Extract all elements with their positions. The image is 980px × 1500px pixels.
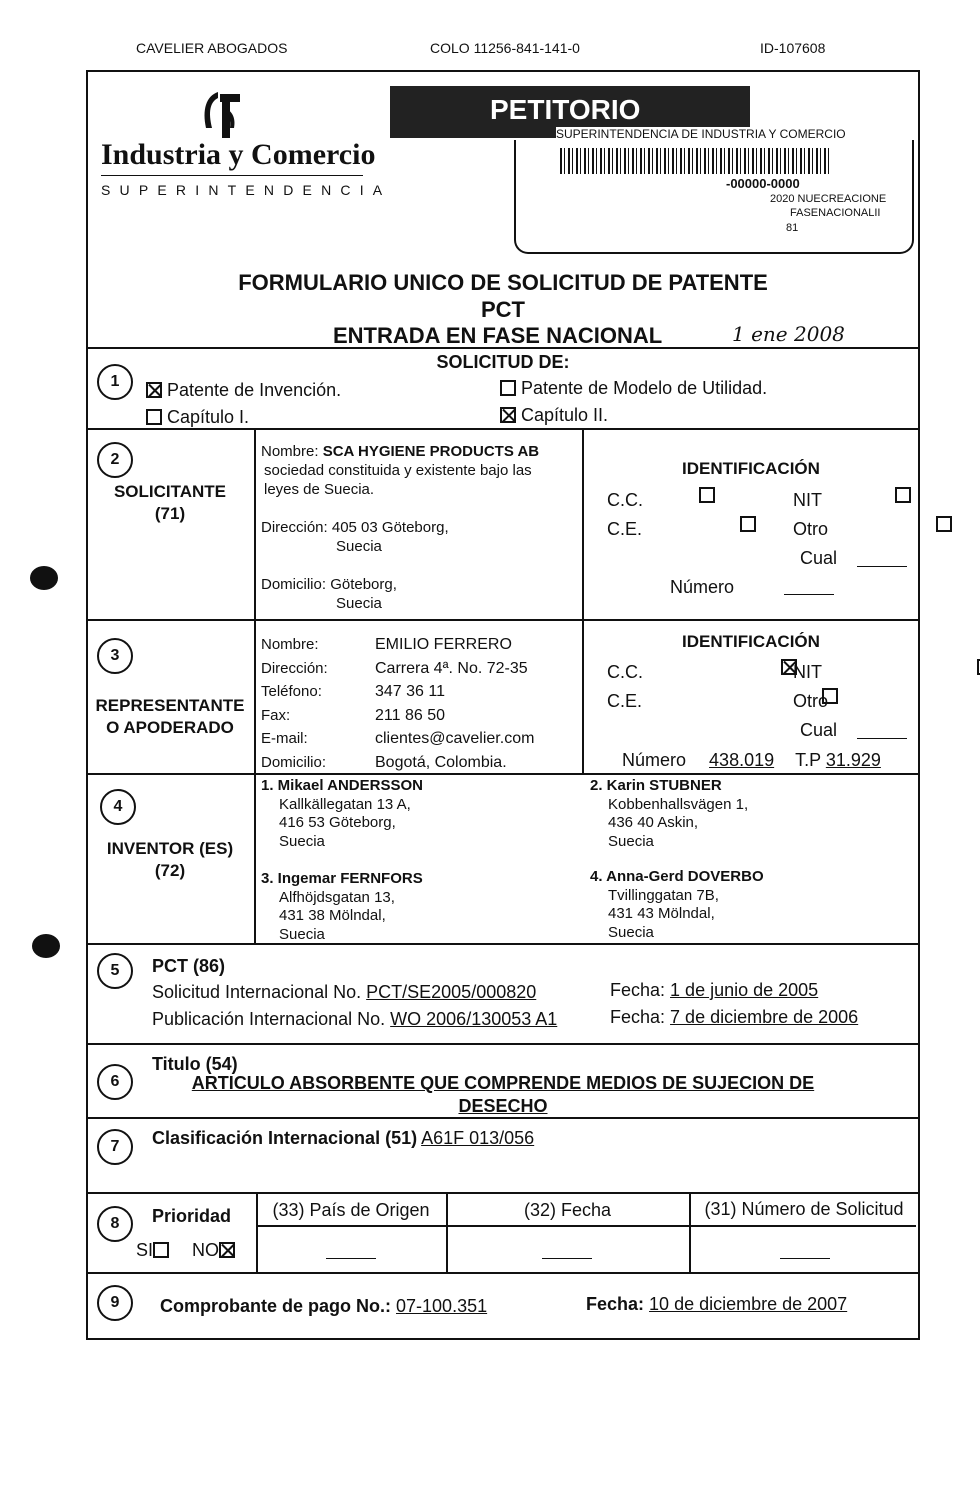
solicitante-nombre: SCA HYGIENE PRODUCTS AB bbox=[322, 443, 540, 460]
section-number: 8 bbox=[97, 1206, 133, 1242]
option-label: NO bbox=[192, 1240, 219, 1260]
identificacion-title: IDENTIFICACIÓN bbox=[682, 632, 820, 651]
titulo-line1: ARTICULO ABSORBENTE QUE COMPRENDE MEDIOS DE SUJECION DE bbox=[191, 1073, 815, 1093]
representante-labels bbox=[261, 633, 328, 774]
field-label: Solicitud Internacional No. bbox=[152, 982, 362, 1002]
priority-table-header-line bbox=[256, 1225, 916, 1227]
prioridad-no[interactable] bbox=[192, 1240, 235, 1261]
otro-checkbox[interactable] bbox=[936, 516, 952, 532]
inventor-label: INVENTOR (ES) bbox=[106, 839, 234, 858]
prioridad-si[interactable] bbox=[136, 1240, 169, 1261]
divider bbox=[86, 619, 920, 621]
clasificacion-row bbox=[152, 1128, 534, 1149]
fecha-blank[interactable] bbox=[542, 1248, 592, 1259]
field-label: Domicilio: bbox=[261, 753, 327, 771]
representante-label: REPRESENTANTE bbox=[95, 696, 245, 715]
fecha-value: 7 de diciembre de 2006 bbox=[670, 1007, 859, 1027]
solicitud-number: PCT/SE2005/000820 bbox=[366, 982, 537, 1002]
petitorio-banner: PETITORIO bbox=[390, 86, 750, 138]
option-label: Capítulo I. bbox=[167, 407, 250, 427]
representante-values bbox=[375, 633, 534, 774]
col-fecha: (32) Fecha bbox=[523, 1200, 612, 1220]
representante-nombre: EMILIO FERRERO bbox=[375, 636, 512, 653]
field-label: Publicación Internacional No. bbox=[152, 1009, 386, 1029]
numero-blank[interactable] bbox=[784, 584, 834, 595]
solicitante-domicilio: Suecia bbox=[336, 595, 382, 612]
field-label: Dirección: bbox=[261, 659, 328, 677]
representante-domicilio: Bogotá, Colombia. bbox=[375, 753, 507, 771]
nit-label: NIT bbox=[793, 490, 822, 510]
fecha-value: 1 de junio de 2005 bbox=[670, 980, 819, 1000]
inventor-name: 2. Karin STUBNER bbox=[590, 777, 722, 794]
section-number: 2 bbox=[97, 442, 133, 478]
stamp-line3: 81 bbox=[786, 222, 799, 234]
comprobante-row bbox=[160, 1296, 487, 1317]
header-id: ID-107608 bbox=[760, 40, 826, 56]
inventor-address: Tvillinggatan 7B, bbox=[608, 886, 719, 904]
inventor-name: 1. Mikael ANDERSSON bbox=[261, 777, 423, 794]
capitulo-1-option[interactable] bbox=[146, 407, 249, 428]
divider bbox=[86, 1272, 920, 1274]
otro-label: Otro bbox=[793, 519, 829, 539]
modelo-utilidad-option[interactable] bbox=[500, 378, 767, 399]
identificacion-title: IDENTIFICACIÓN bbox=[682, 459, 820, 478]
field-label: Domicilio: bbox=[261, 576, 327, 593]
cual-blank[interactable] bbox=[857, 728, 907, 739]
field-label: Dirección: bbox=[261, 519, 328, 536]
divider bbox=[86, 347, 920, 349]
stamp-line1: 2020 NUECREACIONE bbox=[770, 193, 887, 205]
representante-fax: 211 86 50 bbox=[375, 706, 445, 724]
checkbox[interactable] bbox=[500, 380, 516, 396]
numero-value: 438.019 bbox=[709, 750, 775, 770]
stamp-line2: FASENACIONALII bbox=[790, 207, 881, 219]
header-firm: CAVELIER ABOGADOS bbox=[136, 40, 288, 56]
punch-hole-mark bbox=[32, 934, 60, 958]
form-title-fase: ENTRADA EN FASE NACIONAL bbox=[333, 323, 663, 348]
checkbox-checked[interactable] bbox=[500, 407, 516, 423]
cc-label: C.C. bbox=[607, 662, 643, 682]
field-label: Teléfono: bbox=[261, 683, 322, 700]
inventor-3 bbox=[261, 870, 423, 944]
publicacion-fecha bbox=[610, 1007, 858, 1028]
option-label: Patente de Modelo de Utilidad. bbox=[521, 378, 768, 398]
field-label: Fax: bbox=[261, 706, 291, 724]
inventor-address: 436 40 Askin, bbox=[608, 814, 699, 831]
numero-label: Número bbox=[670, 577, 735, 597]
section-number: 6 bbox=[97, 1064, 133, 1100]
form-title: FORMULARIO UNICO DE SOLICITUD DE PATENTE bbox=[238, 270, 768, 295]
col-numero: (31) Número de Solicitud bbox=[704, 1199, 904, 1219]
clasificacion-value: A61F 013/056 bbox=[421, 1128, 535, 1148]
numero-row bbox=[622, 750, 881, 771]
logo-sub: SUPERINTENDENCIA bbox=[101, 182, 392, 198]
col-pais: (33) País de Origen bbox=[272, 1200, 430, 1220]
divider bbox=[86, 1043, 920, 1045]
inventor-name: 4. Anna-Gerd DOVERBO bbox=[590, 868, 764, 885]
checkbox-checked[interactable] bbox=[219, 1242, 235, 1258]
inventor-name: 3. Ingemar FERNFORS bbox=[261, 870, 423, 887]
inventor-address: Kallkällegatan 13 A, bbox=[279, 795, 411, 813]
nit-checkbox[interactable] bbox=[895, 487, 911, 503]
stamp-number: -00000-0000 bbox=[726, 176, 800, 191]
cual-label: Cual bbox=[800, 548, 838, 568]
solicitante-label: SOLICITANTE bbox=[113, 482, 227, 501]
divider bbox=[86, 943, 920, 945]
solicitante-direccion: Suecia bbox=[336, 538, 382, 555]
option-label: Capítulo II. bbox=[521, 405, 609, 425]
inventor-address: 431 43 Mölndal, bbox=[608, 905, 715, 922]
numero-label: Número bbox=[622, 750, 687, 770]
header-ref: COLO 11256-841-141-0 bbox=[430, 40, 580, 56]
fecha-value: 10 de diciembre de 2007 bbox=[649, 1294, 848, 1314]
cc-checkbox[interactable] bbox=[699, 487, 715, 503]
logo-name: Industria y Comercio bbox=[101, 138, 376, 171]
section-number: 7 bbox=[97, 1129, 133, 1165]
inventor-1 bbox=[261, 777, 423, 851]
divider bbox=[86, 1117, 920, 1119]
solicitante-desc: leyes de Suecia. bbox=[264, 481, 375, 498]
checkbox[interactable] bbox=[146, 409, 162, 425]
clasificacion-label: Clasificación Internacional (51) bbox=[152, 1128, 418, 1148]
option-label: Patente de Invención. bbox=[167, 380, 342, 400]
divider bbox=[86, 428, 920, 430]
field-label: Fecha: bbox=[610, 1007, 666, 1027]
handwritten-date: 1 ene 2008 bbox=[732, 322, 845, 346]
cc-label: C.C. bbox=[607, 490, 643, 510]
inventor-4 bbox=[590, 868, 764, 942]
field-label: Nombre: bbox=[261, 443, 319, 460]
inventor-address: Suecia bbox=[279, 925, 325, 943]
stamp-entity: SUPERINTENDENCIA DE INDUSTRIA Y COMERCIO bbox=[556, 127, 846, 141]
ce-checkbox[interactable] bbox=[740, 516, 756, 532]
solicitud-heading: SOLICITUD DE: bbox=[436, 352, 570, 372]
representante-telefono: 347 36 11 bbox=[375, 683, 445, 700]
cual-label: Cual bbox=[800, 720, 838, 740]
section-number: 9 bbox=[97, 1285, 133, 1321]
solicitante-code: (71) bbox=[154, 504, 186, 523]
divider bbox=[582, 428, 584, 773]
punch-hole-mark bbox=[30, 566, 58, 590]
representante-label2: O APODERADO bbox=[106, 718, 234, 737]
option-label: SI bbox=[136, 1240, 154, 1260]
representante-direccion: Carrera 4ª. No. 72-35 bbox=[375, 659, 528, 677]
tp-value: 31.929 bbox=[825, 750, 881, 770]
titulo-line2: DESECHO bbox=[458, 1096, 548, 1116]
titulo-label: Titulo (54) bbox=[152, 1054, 238, 1074]
checkbox-checked[interactable] bbox=[146, 382, 162, 398]
numero-blank[interactable] bbox=[780, 1248, 830, 1259]
inventor-address: Kobbenhallsvägen 1, bbox=[608, 795, 749, 813]
form-title-pct: PCT bbox=[481, 297, 525, 322]
inventor-2 bbox=[590, 777, 748, 851]
field-label: Fecha: bbox=[610, 980, 666, 1000]
inventor-address: 431 38 Mölndal, bbox=[279, 907, 386, 924]
fecha-label: Fecha: bbox=[586, 1294, 645, 1314]
section-number: 4 bbox=[100, 789, 136, 825]
comprobante-value: 07-100.351 bbox=[396, 1296, 488, 1316]
capitulo-2-option[interactable] bbox=[500, 405, 608, 426]
cual-blank[interactable] bbox=[857, 556, 907, 567]
logo-divider bbox=[101, 175, 363, 176]
inventor-address: 416 53 Göteborg, bbox=[279, 814, 396, 831]
pct-label: PCT (86) bbox=[152, 956, 226, 976]
divider bbox=[86, 1192, 920, 1194]
publicacion-internacional bbox=[152, 1009, 557, 1030]
divider bbox=[254, 428, 256, 943]
inventor-address: Suecia bbox=[608, 923, 654, 941]
ce-label: C.E. bbox=[607, 519, 643, 539]
inventor-address: Suecia bbox=[608, 832, 654, 850]
solicitante-details bbox=[261, 442, 579, 613]
comprobante-fecha bbox=[586, 1294, 847, 1315]
solicitud-fecha bbox=[610, 980, 818, 1001]
ce-label: C.E. bbox=[607, 691, 643, 711]
checkbox[interactable] bbox=[153, 1242, 169, 1258]
inventor-code: (72) bbox=[154, 861, 186, 880]
otro-label: Otro bbox=[793, 691, 829, 711]
tp-label: T.P bbox=[795, 750, 821, 770]
section-number: 3 bbox=[97, 638, 133, 674]
section-number: 1 bbox=[97, 364, 133, 400]
solicitante-domicilio: Göteborg, bbox=[330, 576, 397, 593]
field-label: E-mail: bbox=[261, 730, 308, 747]
section-number: 5 bbox=[97, 953, 133, 989]
nit-label: NIT bbox=[793, 662, 822, 682]
inventor-address: Suecia bbox=[279, 832, 325, 850]
representante-email: clientes@cavelier.com bbox=[375, 730, 535, 747]
barcode-icon bbox=[560, 148, 830, 174]
solicitud-internacional bbox=[152, 982, 536, 1003]
publicacion-number: WO 2006/130053 A1 bbox=[390, 1009, 558, 1029]
field-label: Nombre: bbox=[261, 636, 319, 653]
pais-blank[interactable] bbox=[326, 1248, 376, 1259]
solicitante-direccion: 405 03 Göteborg, bbox=[331, 519, 449, 536]
inventor-address: Alfhöjdsgatan 13, bbox=[279, 888, 395, 906]
comprobante-label: Comprobante de pago No.: bbox=[160, 1296, 391, 1316]
prioridad-label: Prioridad bbox=[152, 1206, 232, 1226]
solicitante-desc: sociedad constituida y existente bajo las bbox=[264, 462, 532, 479]
patente-invencion-option[interactable] bbox=[146, 380, 341, 401]
